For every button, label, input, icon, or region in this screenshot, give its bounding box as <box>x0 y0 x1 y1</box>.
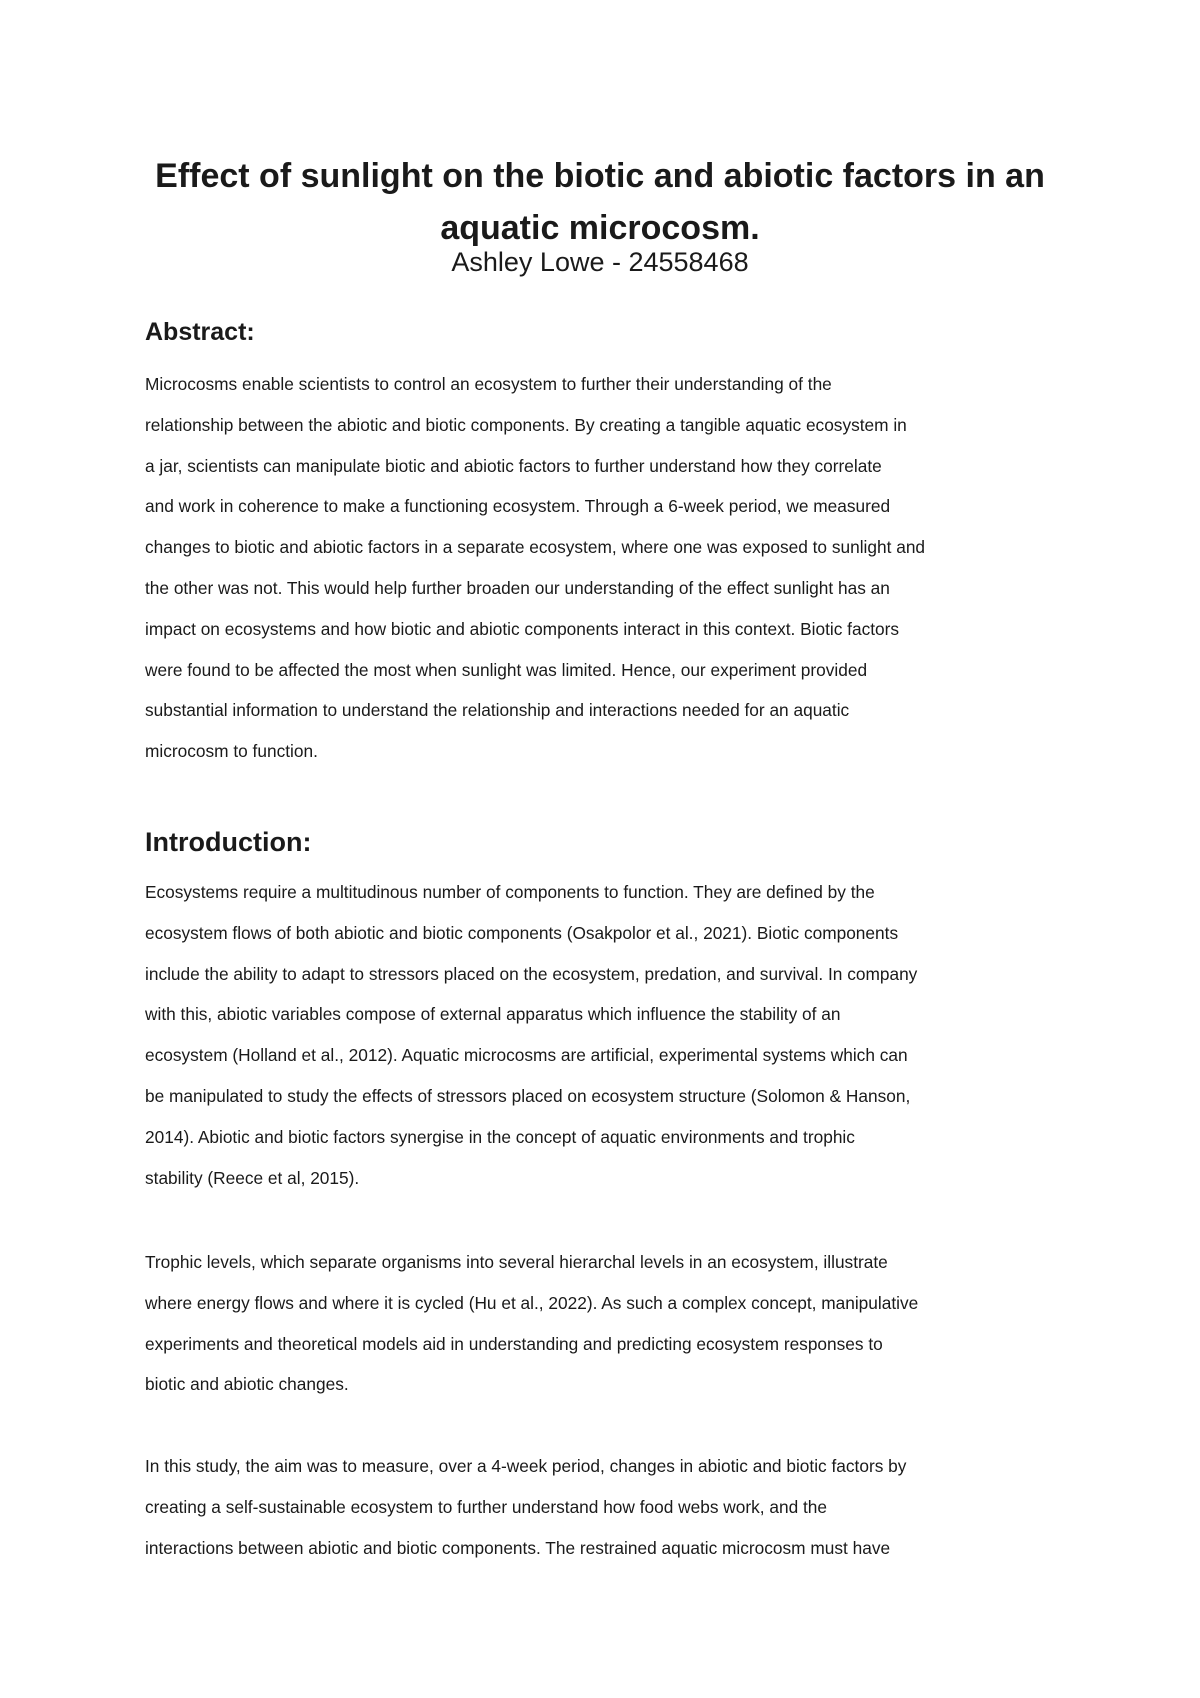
introduction-paragraph-3 <box>145 1446 1085 1568</box>
text-line: with this, abiotic variables compose of external apparatus which influence the stability of an <box>145 1004 841 1025</box>
text-line: include the ability to adapt to stressors placed on the ecosystem, predation, and survival. In company <box>145 963 918 984</box>
text-line: and work in coherence to make a functioning ecosystem. Through a 6-week period, we measured <box>145 496 891 517</box>
text-line: substantial information to understand the relationship and interactions needed for an aquatic <box>145 700 850 721</box>
title-line: aquatic microcosm. <box>440 209 760 247</box>
text-line: microcosm to function. <box>145 741 318 762</box>
text-line: ecosystem (Holland et al., 2012). Aquatic microcosms are artificial, experimental systems which can <box>145 1045 908 1066</box>
text-line: a jar, scientists can manipulate biotic and abiotic factors to further understand how they correlate <box>145 455 882 476</box>
text-line: changes to biotic and abiotic factors in a separate ecosystem, where one was exposed to sunlight and <box>145 537 926 558</box>
introduction-heading: Introduction: <box>145 827 312 857</box>
text-line: stability (Reece et al, 2015). <box>145 1167 360 1188</box>
text-line: Microcosms enable scientists to control an ecosystem to further their understanding of the <box>145 374 832 394</box>
introduction-paragraph-2 <box>145 1242 1085 1405</box>
text-line: were found to be affected the most when sunlight was limited. Hence, our experiment provided <box>145 659 868 680</box>
text-line: impact on ecosystems and how biotic and abiotic components interact in this context. Biotic factors <box>145 618 900 639</box>
abstract-paragraph <box>145 364 1085 772</box>
introduction-paragraph-1 <box>145 872 1085 1198</box>
text-line: biotic and abiotic changes. <box>145 1374 349 1395</box>
text-line: interactions between abiotic and biotic components. The restrained aquatic microcosm must have <box>145 1537 891 1558</box>
text-line: 2014). Abiotic and biotic factors synergise in the concept of aquatic environments and trophic <box>145 1126 855 1147</box>
text-line: where energy flows and where it is cycled (Hu et al., 2022). As such a complex concept, manipulative <box>145 1292 919 1313</box>
text-line: relationship between the abiotic and biotic components. By creating a tangible aquatic ecosystem in <box>145 414 907 435</box>
document-title <box>120 150 1080 254</box>
text-line: experiments and theoretical models aid in understanding and predicting ecosystem responses to <box>145 1333 883 1354</box>
text-line: creating a self-sustainable ecosystem to further understand how food webs work, and the <box>145 1496 828 1517</box>
text-line: be manipulated to study the effects of stressors placed on ecosystem structure (Solomon & Hanson, <box>145 1085 911 1106</box>
text-line: In this study, the aim was to measure, over a 4-week period, changes in abiotic and biotic factors by <box>145 1456 907 1476</box>
abstract-heading: Abstract: <box>145 318 255 346</box>
text-line: the other was not. This would help further broaden our understanding of the effect sunlight has an <box>145 577 890 598</box>
text-line: Trophic levels, which separate organisms into several hierarchal levels in an ecosystem, illustrate <box>145 1252 888 1272</box>
title-line: Effect of sunlight on the biotic and abiotic factors in an <box>155 157 1045 195</box>
text-line: ecosystem flows of both abiotic and biotic components (Osakpolor et al., 2021). Biotic components <box>145 922 899 943</box>
text-line: Ecosystems require a multitudinous number of components to function. They are defined by the <box>145 882 875 902</box>
author-line: Ashley Lowe - 24558468 <box>451 247 749 277</box>
